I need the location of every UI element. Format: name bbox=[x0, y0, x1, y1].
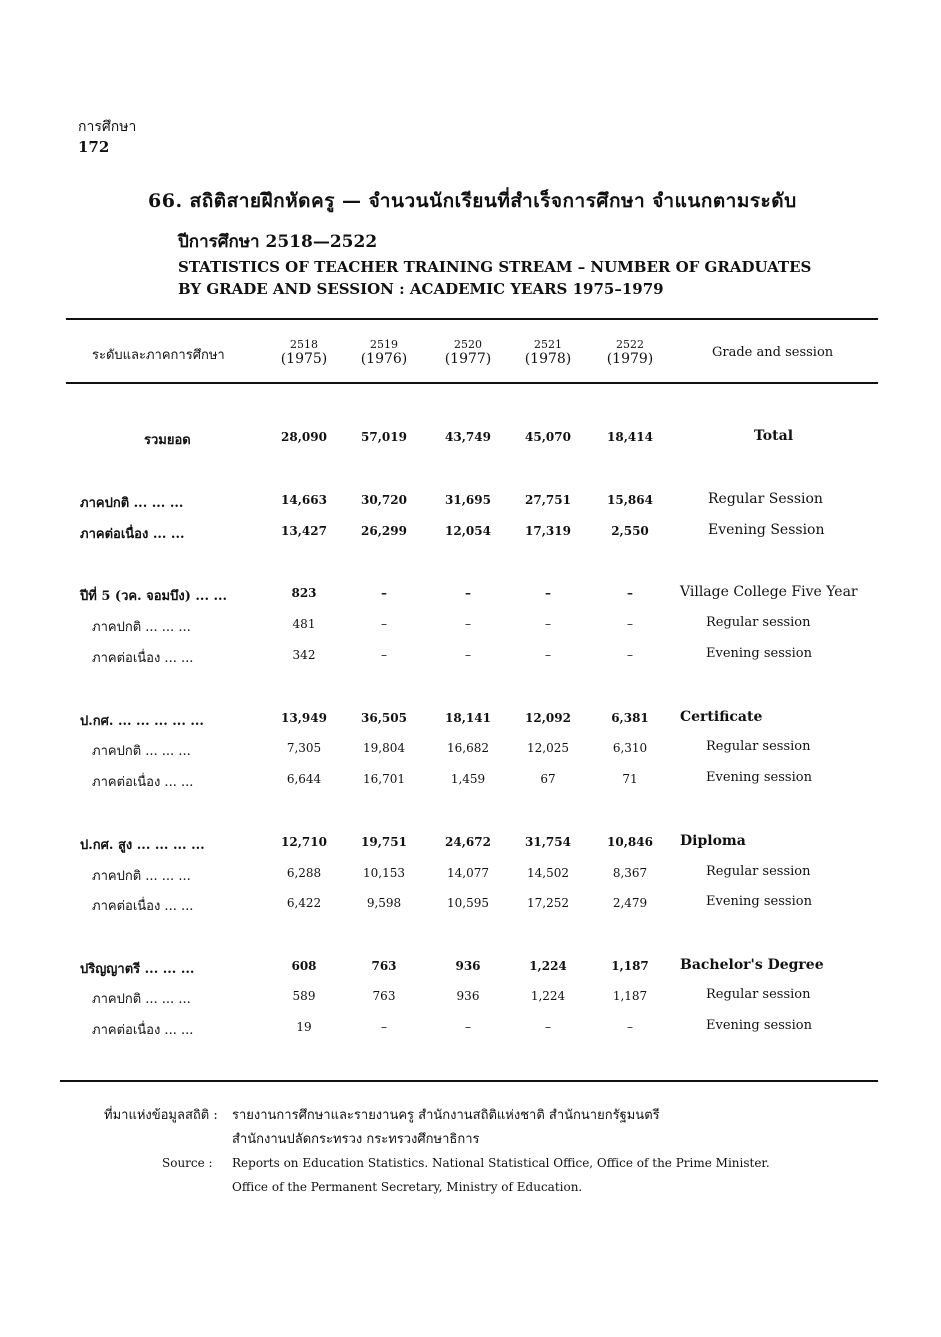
data-cell: – bbox=[627, 1020, 633, 1034]
data-cell: 16,682 bbox=[447, 741, 489, 755]
row-label-english: Evening Session bbox=[708, 522, 825, 538]
source-text-english-line2: Office of the Permanent Secretary, Ministry of Education. bbox=[232, 1180, 583, 1194]
row-label-english: Evening session bbox=[706, 770, 812, 785]
data-cell: 14,663 bbox=[281, 493, 327, 507]
year-buddhist-era: 2520 bbox=[454, 338, 482, 351]
data-cell: 936 bbox=[455, 959, 481, 973]
data-cell: – bbox=[465, 617, 471, 631]
year-header bbox=[264, 338, 344, 366]
data-cell: 17,252 bbox=[527, 896, 569, 910]
data-cell: 589 bbox=[292, 989, 316, 1003]
data-cell: 45,070 bbox=[525, 430, 571, 444]
data-cell: – bbox=[545, 617, 551, 631]
row-label-thai: ภาคปกติ ... ... ... bbox=[92, 744, 191, 759]
data-cell: 2,479 bbox=[612, 896, 648, 910]
data-cell: 7,305 bbox=[286, 741, 322, 755]
data-cell: 27,751 bbox=[525, 493, 571, 507]
data-cell: 24,672 bbox=[445, 835, 491, 849]
data-cell: 1,187 bbox=[611, 959, 649, 973]
row-label-english: Evening session bbox=[706, 646, 812, 661]
data-cell: 823 bbox=[291, 586, 317, 600]
data-cell: 57,019 bbox=[361, 430, 407, 444]
row-label-english: Regular Session bbox=[708, 491, 823, 507]
data-cell: 10,595 bbox=[447, 896, 489, 910]
data-cell: – bbox=[545, 586, 551, 600]
data-cell: – bbox=[627, 617, 633, 631]
data-cell: 481 bbox=[292, 617, 316, 631]
table-top-rule bbox=[66, 318, 878, 320]
data-cell: – bbox=[627, 586, 633, 600]
row-label-english: Total bbox=[754, 428, 794, 444]
row-label-thai: ปริญญาตรี ... ... ... bbox=[80, 962, 195, 977]
row-label-thai: ภาคปกติ ... ... ... bbox=[92, 992, 191, 1007]
table-title-english-subtitle: BY GRADE AND SESSION : ACADEMIC YEARS 1975–1979 bbox=[178, 280, 664, 298]
source-text-thai-line2: สำนักงานปลัดกระทรวง กระทรวงศึกษาธิการ bbox=[232, 1132, 480, 1147]
data-cell: – bbox=[465, 586, 471, 600]
row-label-thai: ปีที่ 5 (วค. จอมบึง) ... ... bbox=[80, 589, 228, 604]
year-header bbox=[344, 338, 424, 366]
year-common-era: (1979) bbox=[606, 351, 654, 367]
data-cell: 1,224 bbox=[529, 959, 567, 973]
year-buddhist-era: 2521 bbox=[534, 338, 562, 351]
data-cell: 12,092 bbox=[525, 711, 571, 725]
row-label-thai: ภาคต่อเนื่อง ... ... bbox=[92, 775, 194, 790]
year-common-era: (1978) bbox=[524, 351, 572, 367]
data-cell: 31,754 bbox=[525, 835, 571, 849]
year-common-era: (1976) bbox=[360, 351, 408, 367]
data-cell: 6,644 bbox=[286, 772, 322, 786]
data-cell: 6,288 bbox=[286, 866, 322, 880]
row-label-english: Regular session bbox=[706, 615, 811, 630]
row-label-thai: ภาคต่อเนื่อง ... ... bbox=[92, 651, 194, 666]
year-header bbox=[508, 338, 588, 366]
table-header-rule bbox=[66, 382, 878, 384]
row-label-thai: ภาคปกติ ... ... ... bbox=[80, 496, 184, 511]
data-cell: 1,224 bbox=[530, 989, 566, 1003]
row-label-english: Regular session bbox=[706, 739, 811, 754]
data-cell: 18,414 bbox=[607, 430, 653, 444]
data-cell: 342 bbox=[292, 648, 316, 662]
table-title-thai: 66. สถิติสายฝึกหัดครู — จำนวนนักเรียนที่สำเร็จการศึกษา จำแนกตามระดับ bbox=[148, 190, 797, 212]
row-label-thai: ป.กศ. สูง ... ... ... ... bbox=[80, 838, 205, 853]
row-label-english: Regular session bbox=[706, 987, 811, 1002]
row-label-thai: ภาคปกติ ... ... ... bbox=[92, 620, 191, 635]
data-cell: – bbox=[545, 1020, 551, 1034]
data-cell: 763 bbox=[372, 989, 396, 1003]
data-cell: 28,090 bbox=[281, 430, 327, 444]
data-cell: – bbox=[381, 648, 387, 662]
row-label-thai: รวมยอด bbox=[144, 433, 191, 448]
source-text-thai-line1: รายงานการศึกษาและรายงานครู สำนักงานสถิติแห่งชาติ สำนักนายกรัฐมนตรี bbox=[232, 1108, 660, 1123]
year-buddhist-era: 2522 bbox=[616, 338, 644, 351]
row-label-thai: ภาคต่อเนื่อง ... ... bbox=[92, 1023, 194, 1038]
year-buddhist-era: 2518 bbox=[290, 338, 318, 351]
data-cell: 6,422 bbox=[286, 896, 322, 910]
column-header-thai: ระดับและภาคการศึกษา bbox=[92, 348, 225, 363]
row-label-english: Evening session bbox=[706, 894, 812, 909]
data-cell: 26,299 bbox=[361, 524, 407, 538]
year-common-era: (1975) bbox=[280, 351, 328, 367]
data-cell: 1,187 bbox=[612, 989, 648, 1003]
data-cell: 763 bbox=[371, 959, 397, 973]
data-cell: 936 bbox=[456, 989, 480, 1003]
data-cell: 36,505 bbox=[361, 711, 407, 725]
column-header-english: Grade and session bbox=[712, 345, 834, 360]
row-label-english: Village College Five Year bbox=[680, 584, 858, 600]
row-label-english: Bachelor's Degree bbox=[680, 957, 824, 973]
source-label-english: Source : bbox=[162, 1156, 213, 1170]
data-cell: 13,427 bbox=[281, 524, 327, 538]
data-cell: 10,846 bbox=[607, 835, 653, 849]
row-label-thai: ภาคต่อเนื่อง ... ... bbox=[92, 899, 194, 914]
data-cell: 16,701 bbox=[363, 772, 405, 786]
data-cell: – bbox=[465, 1020, 471, 1034]
row-label-english: Diploma bbox=[680, 833, 746, 849]
data-cell: 12,054 bbox=[445, 524, 491, 538]
data-cell: 71 bbox=[622, 772, 638, 786]
data-cell: 6,381 bbox=[611, 711, 649, 725]
year-buddhist-era: 2519 bbox=[370, 338, 398, 351]
source-text-english-line1: Reports on Education Statistics. National Statistical Office, Office of the Prime Minister. bbox=[232, 1156, 770, 1170]
source-label-thai: ที่มาแห่งข้อมูลสถิติ : bbox=[104, 1108, 218, 1123]
year-common-era: (1977) bbox=[444, 351, 492, 367]
data-cell: – bbox=[545, 648, 551, 662]
data-cell: 14,502 bbox=[527, 866, 569, 880]
year-header bbox=[590, 338, 670, 366]
section-header: การศึกษา bbox=[78, 119, 137, 135]
data-cell: – bbox=[381, 586, 387, 600]
data-cell: 10,153 bbox=[363, 866, 405, 880]
data-cell: 1,459 bbox=[450, 772, 486, 786]
data-cell: 14,077 bbox=[447, 866, 489, 880]
table-bottom-rule bbox=[60, 1080, 878, 1082]
year-header bbox=[428, 338, 508, 366]
row-label-english: Evening session bbox=[706, 1018, 812, 1033]
row-label-thai: ภาคต่อเนื่อง ... ... bbox=[80, 527, 185, 542]
table-title-english: STATISTICS OF TEACHER TRAINING STREAM – NUMBER OF GRADUATES bbox=[178, 258, 812, 276]
data-cell: 19,751 bbox=[361, 835, 407, 849]
data-cell: – bbox=[381, 1020, 387, 1034]
data-cell: 30,720 bbox=[361, 493, 407, 507]
data-cell: 8,367 bbox=[612, 866, 648, 880]
table-title-thai-years: ปีการศึกษา 2518—2522 bbox=[178, 232, 378, 252]
page-number: 172 bbox=[78, 138, 110, 156]
data-cell: 18,141 bbox=[445, 711, 491, 725]
data-cell: 13,949 bbox=[281, 711, 327, 725]
data-cell: 19,804 bbox=[363, 741, 405, 755]
data-cell: 9,598 bbox=[366, 896, 402, 910]
data-cell: 67 bbox=[540, 772, 556, 786]
data-cell: 12,710 bbox=[281, 835, 327, 849]
data-cell: – bbox=[465, 648, 471, 662]
data-cell: 19 bbox=[296, 1020, 312, 1034]
data-cell: 15,864 bbox=[607, 493, 653, 507]
row-label-english: Regular session bbox=[706, 864, 811, 879]
data-cell: – bbox=[627, 648, 633, 662]
data-cell: 31,695 bbox=[445, 493, 491, 507]
row-label-english: Certificate bbox=[680, 709, 763, 725]
data-cell: 6,310 bbox=[612, 741, 648, 755]
data-cell: 43,749 bbox=[445, 430, 491, 444]
data-cell: 12,025 bbox=[527, 741, 569, 755]
row-label-thai: ป.กศ. ... ... ... ... ... bbox=[80, 714, 204, 729]
data-cell: 608 bbox=[291, 959, 317, 973]
data-cell: 17,319 bbox=[525, 524, 571, 538]
data-cell: – bbox=[381, 617, 387, 631]
data-cell: 2,550 bbox=[611, 524, 649, 538]
row-label-thai: ภาคปกติ ... ... ... bbox=[92, 869, 191, 884]
